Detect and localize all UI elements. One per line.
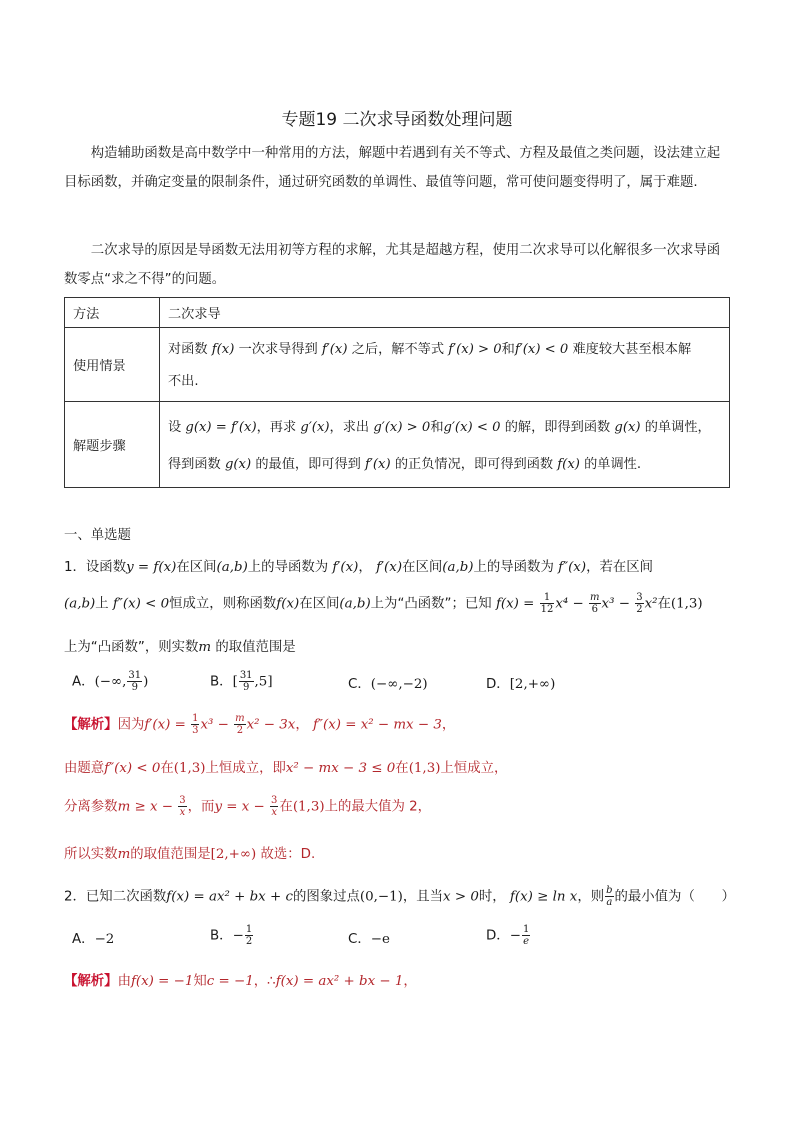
page-title: 专题19 二次求导函数处理问题 [281, 110, 513, 130]
table-cell-scenario [160, 328, 730, 402]
text: 上 [95, 596, 109, 612]
text: ，则 [577, 889, 605, 905]
text: 故选：D. [256, 847, 316, 862]
fraction: $\frac{m}{6}$ [590, 592, 600, 615]
math: g′(x) [300, 419, 330, 435]
math: g(x) = f′(x) [185, 419, 257, 435]
text: 所以实数 [64, 847, 118, 862]
text: 对函数 [168, 341, 208, 357]
q1-solution-1: 【解析】因为f′(x) = $\frac{1}{3}$ x³ − $\frac{m}{2}$ x² − 3x， f″(x) = x² − mx − 3， [64, 713, 456, 736]
table-row [65, 328, 730, 402]
math: f(x) = −1 [130, 974, 194, 989]
math: x² [644, 596, 658, 612]
q2-line-1: 2．已知二次函数f(x) = ax² + bx + c的图象过点(0,−1)，且当x > 0时， f(x) ≥ ln x，则 $\frac{b}{a}$ 的最小值为（ ） [64, 885, 736, 908]
text: 上的导函数为 [473, 560, 554, 575]
math: f′(x) [321, 341, 348, 357]
text: ，再求 [256, 419, 297, 435]
text: 设 [168, 419, 182, 435]
text: 在区间 [299, 596, 340, 612]
math: [2,+∞) [210, 847, 257, 862]
math: m ≥ x − [117, 799, 174, 815]
math: f′(x) [332, 560, 359, 575]
text: 上的最大值为 2， [324, 799, 432, 815]
text: 的最值，即可得到 [255, 456, 361, 472]
text: ，若在区间 [586, 560, 654, 575]
math: x³ − [601, 596, 630, 612]
text: 一次求导得到 [238, 341, 318, 357]
math: g′(x) < 0 [443, 419, 501, 435]
q2-solution-1 [64, 970, 417, 989]
text: 上为“凸函数”；已知 [370, 596, 492, 612]
math: x² − mx − 3 ≤ 0 [285, 761, 396, 776]
text: 的解，即得到函数 [504, 419, 611, 435]
solution-tag: 【解析】 [64, 974, 118, 989]
math: f(x) = ax² + bx − 1 [275, 974, 404, 989]
intro-paragraph-1: 构造辅助函数是高中数学中一种常用的方法，解题中若遇到有关不等式、方程及最值之类问题，设法建立起目标函数，并确定变量的限制条件，通过研究函数的单调性、最值等问题，常可使问题变得明了，属于难题. [64, 146, 721, 190]
math: g(x) [224, 456, 252, 472]
math: c = −1 [206, 974, 254, 989]
text: 在 [279, 799, 293, 815]
q1-solution-3: 分离参数m ≥ x − $\frac{3}{x}$ ，而y = x − $\frac{3}{x}$ 在(1,3)上的最大值为 2， [64, 795, 432, 818]
text: 分离参数 [64, 799, 118, 815]
text: 的正负情况，即可得到函数 [394, 456, 554, 472]
text: 由 [117, 974, 131, 989]
fraction: $\frac{1}{12}$ [540, 592, 554, 615]
math: f′(x) [376, 560, 403, 575]
text: 难度较大甚至根本解 [572, 341, 692, 357]
math: (a,b) [216, 560, 248, 575]
text: 的单调性. [584, 456, 642, 472]
text: 的最小值为（ ） [614, 889, 736, 905]
method-table [64, 297, 730, 488]
math: f″(x) < 0 [104, 761, 161, 776]
text: ， [295, 717, 309, 733]
text: 在区间 [176, 560, 217, 575]
text: 得到函数 [168, 456, 221, 472]
text: 的单调性， [644, 419, 711, 435]
math: (a,b) [339, 596, 371, 612]
text: 上恒成立， [440, 761, 508, 776]
math: (1,3) [408, 761, 441, 776]
math: f′(x) = [144, 717, 186, 733]
text: 和 [430, 419, 444, 435]
math: g′(x) > 0 [373, 419, 431, 435]
math: f(x) [557, 456, 580, 472]
text: 时， [478, 889, 506, 905]
math: y = f(x) [126, 560, 177, 575]
q2-option-a[interactable]: A．−2 [72, 932, 115, 947]
math: m [117, 847, 131, 862]
math: f′(x) [365, 456, 391, 472]
text: 的图象过点 [292, 889, 360, 905]
solution-tag: 【解析】 [64, 717, 118, 733]
text: ，且当 [402, 889, 444, 905]
q1-option-d[interactable]: D．[2,+∞) [486, 677, 556, 692]
text: 不出. [168, 373, 199, 389]
text: 上的导函数为 [247, 560, 329, 575]
math: f(x) ≥ ln x [509, 889, 578, 905]
text: ， [358, 560, 372, 575]
text: 由题意 [64, 761, 105, 776]
section-heading: 一、单选题 [64, 528, 131, 543]
text: 的取值范围是 [130, 847, 211, 862]
text: 2．已知二次函数 [64, 889, 167, 905]
q1-option-b[interactable]: B．[ $\frac{31}{9}$ ,5] [210, 670, 273, 693]
q1-line-3 [64, 636, 296, 655]
fraction: $\frac{3}{2}$ [636, 592, 643, 615]
math: (a,b) [64, 596, 96, 612]
text: ， [403, 974, 417, 989]
text: 和 [501, 341, 515, 357]
text: ，∴ [253, 974, 276, 989]
text: 恒成立，则称函数 [169, 596, 277, 612]
text: 之后，解不等式 [351, 341, 445, 357]
math: x² − 3x [246, 717, 296, 733]
text: 的取值范围是 [215, 640, 296, 655]
text: ， [441, 717, 456, 733]
math: f(x) = [495, 596, 535, 612]
intro-paragraph-2: 二次求导的原因是导函数无法用初等方程的求解，尤其是超越方程，使用二次求导可以化解很多一次求导函数零点“求之不得”的问题。 [64, 243, 721, 287]
math: x³ − [200, 717, 229, 733]
math: f(x) [211, 341, 235, 357]
text: 在 [395, 761, 409, 776]
math: m [198, 640, 212, 655]
math: f(x) [276, 596, 300, 612]
text: 1．设函数 [64, 560, 127, 575]
math: (a,b) [442, 560, 474, 575]
table-label-scenario: 使用情景 [65, 328, 160, 402]
math: (1,3) [670, 596, 703, 612]
text: ，求出 [329, 419, 370, 435]
q1-option-c[interactable]: C．(−∞,−2) [348, 677, 428, 692]
math: (1,3) [173, 761, 206, 776]
math: (0,−1) [359, 889, 403, 905]
math: f″(x) = x² − mx − 3 [313, 717, 442, 733]
math: (1,3) [292, 799, 325, 815]
text: 在区间 [402, 560, 443, 575]
text: 上恒成立，即 [205, 761, 286, 776]
q2-option-c[interactable]: C．−e [348, 932, 390, 947]
q2-option-d[interactable]: D．− $\frac{1}{e}$ [486, 924, 530, 947]
math: f′(x) > 0 [448, 341, 502, 357]
text: 上为“凸函数”，则实数 [64, 640, 199, 655]
math: y = x − [214, 799, 265, 815]
table-header-method: 方法 [65, 298, 160, 328]
q1-solution-2 [64, 757, 507, 776]
table-row [65, 402, 730, 488]
text: 在 [160, 761, 174, 776]
table-header-name: 二次求导 [160, 298, 730, 328]
math: x⁴ − [555, 596, 584, 612]
math: g(x) [614, 419, 641, 435]
table-cell-steps [160, 402, 730, 488]
text: 在 [657, 596, 671, 612]
q1-solution-4 [64, 843, 315, 862]
q2-option-b[interactable]: B．− $\frac{1}{2}$ [210, 924, 253, 947]
math: f″(x) < 0 [112, 596, 170, 612]
math: x > 0 [443, 889, 479, 905]
text: 知 [193, 974, 207, 989]
math: f(x) = ax² + bx + c [166, 889, 293, 905]
math: f″(x) [558, 560, 587, 575]
q1-line-2 [64, 592, 703, 615]
table-label-steps: 解题步骤 [65, 402, 160, 488]
table-row [65, 298, 730, 328]
q1-option-a[interactable]: A．(−∞, $\frac{31}{9}$ ) [72, 670, 149, 693]
text: ，而 [187, 799, 215, 815]
math: f′(x) < 0 [514, 341, 569, 357]
text: 因为 [117, 717, 145, 733]
q1-line-1 [64, 556, 653, 575]
